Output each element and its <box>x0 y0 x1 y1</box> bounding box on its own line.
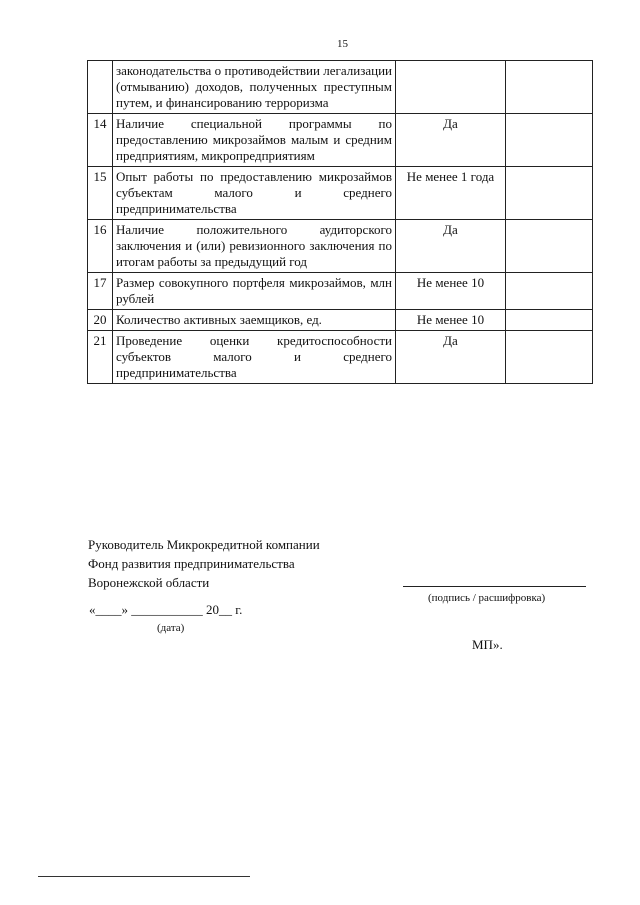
row-extra-cell <box>506 61 593 114</box>
row-value: Да <box>396 114 506 167</box>
requirements-table <box>87 60 593 384</box>
date-caption: (дата) <box>157 622 185 634</box>
row-extra-cell <box>506 310 593 331</box>
date-field: «____» ___________ 20__ г. <box>89 602 243 617</box>
row-number: 21 <box>88 331 113 384</box>
signature-title-line3: Воронежской области <box>88 575 210 590</box>
row-value: Да <box>396 220 506 273</box>
row-value: Не менее 1 года <box>396 167 506 220</box>
row-extra-cell <box>506 331 593 384</box>
row-value: Да <box>396 331 506 384</box>
row-number: 16 <box>88 220 113 273</box>
seal-mark: МП». <box>472 637 503 652</box>
signature-line <box>403 586 586 587</box>
row-number: 20 <box>88 310 113 331</box>
row-value: Не менее 10 <box>396 310 506 331</box>
row-description: Количество активных заемщиков, ед. <box>113 310 396 331</box>
row-description: Наличие специальной программы по предоставлению микрозаймов малым и средним предприятиям, микропредприятиям <box>113 114 396 167</box>
table-row <box>88 167 593 220</box>
table-row <box>88 273 593 310</box>
table-row <box>88 61 593 114</box>
row-number: 14 <box>88 114 113 167</box>
row-extra-cell <box>506 114 593 167</box>
table-row <box>88 310 593 331</box>
row-value: Не менее 10 <box>396 273 506 310</box>
row-extra-cell <box>506 167 593 220</box>
signature-caption: (подпись / расшифровка) <box>428 592 546 604</box>
table-row <box>88 220 593 273</box>
table-row <box>88 331 593 384</box>
row-extra-cell <box>506 220 593 273</box>
table-row <box>88 114 593 167</box>
row-extra-cell <box>506 273 593 310</box>
row-description: Опыт работы по предоставлению микрозаймов субъектам малого и среднего предпринимательства <box>113 167 396 220</box>
row-description: Проведение оценки кредитоспособности субъектов малого и среднего предпринимательства <box>113 331 396 384</box>
row-number: 17 <box>88 273 113 310</box>
signature-title-line2: Фонд развития предпринимательства <box>88 556 295 571</box>
row-number <box>88 61 113 114</box>
footnote-rule <box>38 876 250 877</box>
row-description: законодательства о противодействии легализации (отмыванию) доходов, полученных преступным путем, и финансированию терроризма <box>113 61 396 114</box>
signature-block <box>88 535 320 592</box>
page-number: 15 <box>337 38 348 50</box>
row-description: Размер совокупного портфеля микрозаймов, млн рублей <box>113 273 396 310</box>
row-number: 15 <box>88 167 113 220</box>
row-description: Наличие положительного аудиторского заключения и (или) ревизионного заключения по итогам работы за предыдущий год <box>113 220 396 273</box>
signature-title-line1: Руководитель Микрокредитной компании <box>88 537 320 552</box>
row-value <box>396 61 506 114</box>
